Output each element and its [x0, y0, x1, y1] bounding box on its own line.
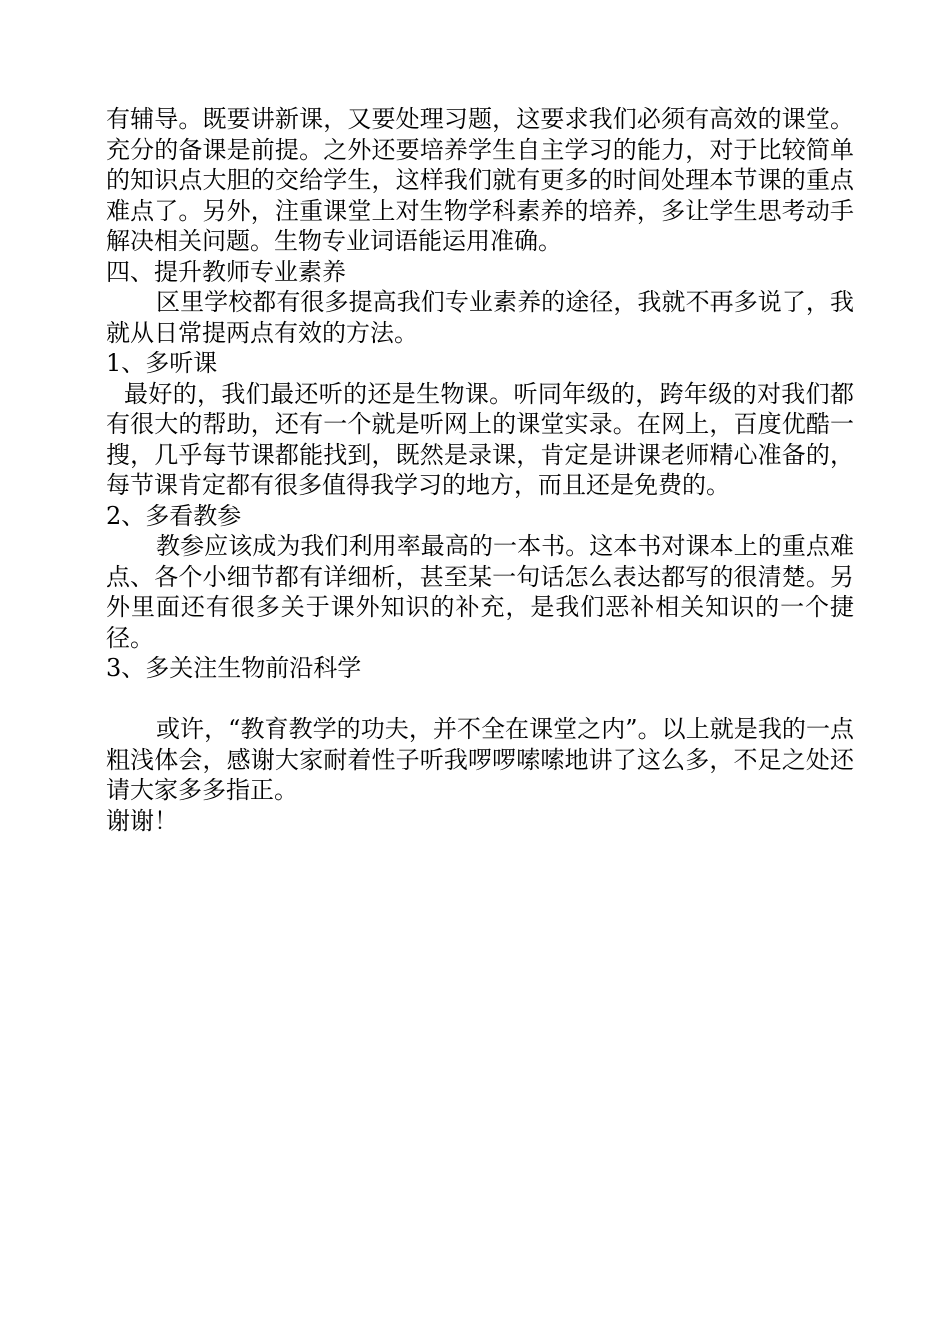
paragraph-closing: 或许，“教育教学的功夫，并不全在课堂之内”。以上就是我的一点粗浅体会，感谢大家耐着性子听我啰啰嗦嗦地讲了这么多，不足之处还请大家多多指正。 — [106, 715, 854, 804]
paragraph-efficient-classroom: 有辅导。既要讲新课，又要处理习题，这要求我们必须有高效的课堂。充分的备课是前提。之外还要培养学生自主学习的能力，对于比较简单的知识点大胆的交给学生，这样我们就有更多的时间处理本节课的重点难点了。另外，注重课堂上对生物学科素养的培养，多让学生思考动手解决相关问题。生物专业词语能运用准确。 — [106, 105, 854, 255]
subheading-read-teaching-reference: 2、多看教参 — [106, 501, 242, 530]
paragraph-attend-classes: 最好的，我们最还听的还是生物课。听同年级的，跨年级的对我们都有很大的帮助，还有一个就是听网上的课堂实录。在网上，百度优酷一搜，几乎每节课都能找到，既然是录课，肯定是讲课老师精心准备的，每节课肯定都有很多值得我学习的地方，而且还是免费的。 — [106, 379, 854, 499]
blank-line — [106, 684, 854, 715]
paragraph-improve-quality-intro: 区里学校都有很多提高我们专业素养的途径，我就不再多说了，我就从日常提两点有效的方法。 — [106, 288, 854, 347]
paragraph-teaching-reference: 教参应该成为我们利用率最高的一本书。这本书对课本上的重点难点、各个小细节都有详细析，甚至某一句话怎么表达都写的很清楚。另外里面还有很多关于课外知识的补充，是我们恶补相关知识的一个捷径。 — [106, 532, 854, 652]
thanks-line: 谢谢！ — [106, 806, 178, 835]
subheading-frontier-science: 3、多关注生物前沿科学 — [106, 654, 362, 682]
section-heading-professional-quality: 四、提升教师专业素养 — [106, 257, 346, 286]
document-body — [106, 104, 854, 836]
subheading-attend-classes: 1、多听课 — [106, 349, 218, 377]
